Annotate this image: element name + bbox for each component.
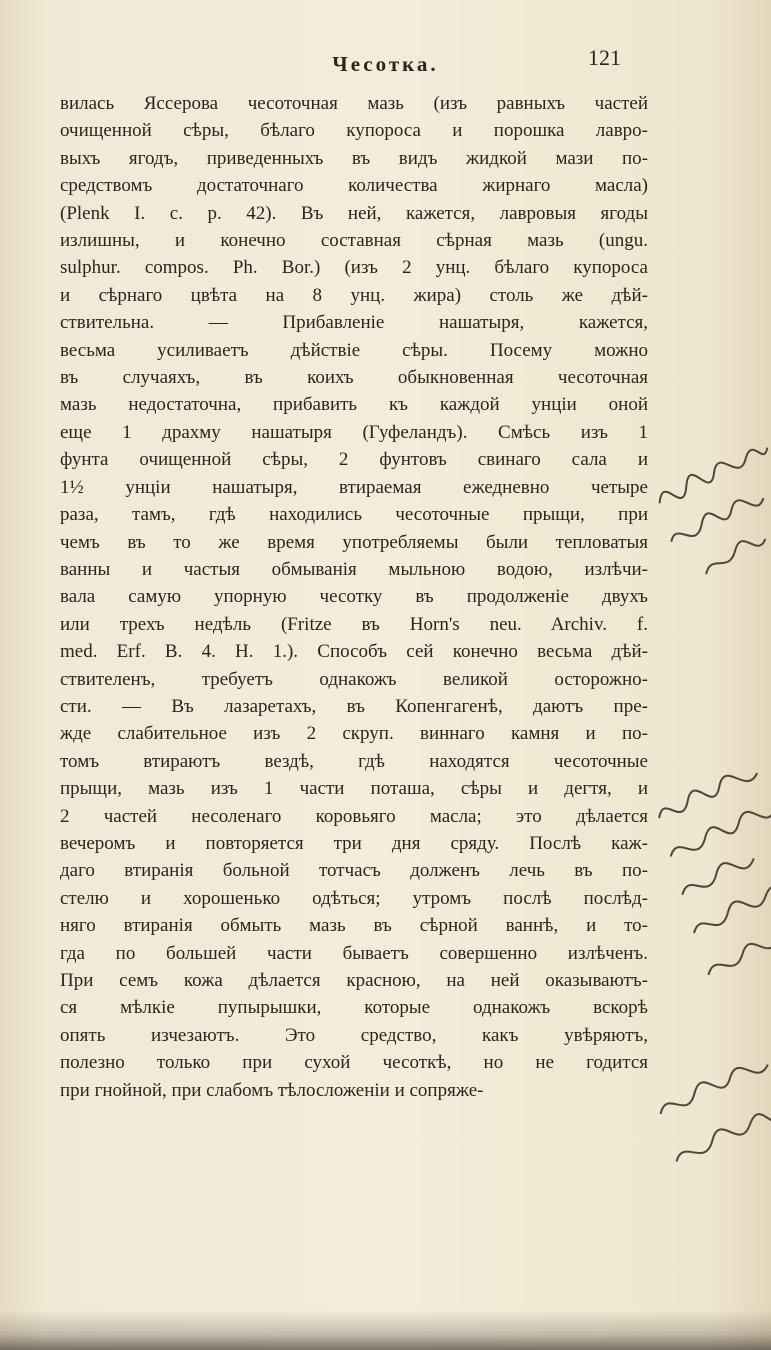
text-line: и сѣрнаго цвѣта на 8 унц. жира) столь же дѣй- [60, 284, 648, 306]
text-line: стелю и хорошенько одѣться; утромъ послѣ послѣд- [60, 887, 648, 909]
text-line: (Plenk I. c. p. 42). Въ ней, кажется, лавровыя ягоды [60, 202, 648, 224]
text-line: въ случаяхъ, въ коихъ обыкновенная чесоточная [60, 367, 648, 389]
text-line: излишны, и конечно составная сѣрная мазь (ungu. [60, 230, 648, 252]
page-number: 121 [588, 45, 621, 70]
text-line: полезно только при сухой чесоткѣ, но не годится [60, 1052, 648, 1074]
text-line: очищенной сѣры, бѣлаго купороса и порошка лавро- [60, 120, 648, 142]
text-line: весьма усиливаетъ дѣйствіе сѣры. Посему можно [60, 339, 648, 361]
text-line: мазь недостаточна, прибавить къ каждой унціи оной [60, 394, 648, 416]
text-line: ванны и частыя обмыванія мыльною водою, излѣчи- [60, 558, 648, 580]
text-line: вилась Яссерова чесоточная мазь (изъ равныхъ частей [60, 93, 648, 114]
page-bottom-shadow [0, 1310, 771, 1350]
text-line: опять изчезаютъ. Это средство, какъ увѣряютъ, [60, 1024, 648, 1046]
text-line: еще 1 драхму нашатыря (Гуфеландъ). Смѣсь изъ 1 [60, 421, 648, 443]
text-line: 1½ унціи нашатыря, втираемая ежедневно четыре [60, 476, 648, 498]
text-line: при гнойной, при слабомъ тѣлосложеніи и сопряже- [60, 1079, 484, 1101]
text-line: няго втиранія обмыть мазь въ сѣрной ваннѣ, и то- [60, 915, 648, 937]
text-line: фунта очищенной сѣры, 2 фунтовъ свинаго сала и [60, 449, 648, 471]
handwritten-margin-note [648, 435, 771, 591]
text-line: или трехъ недѣль (Fritze въ Horn's neu. Archiv. f. [60, 613, 648, 635]
text-line: прыщи, мазь изъ 1 части поташа, сѣры и дегтя, и [60, 778, 648, 800]
text-line: ся мѣлкіе пупырышки, которые однакожъ вскорѣ [60, 997, 648, 1019]
text-line: med. Erf. B. 4. H. 1.). Способъ сей конечно весьма дѣй- [60, 641, 648, 663]
text-line: сти. — Въ лазаретахъ, въ Копенгагенѣ, даютъ пре- [60, 695, 648, 717]
text-line: средствомъ достаточнаго количества жирнаго масла) [60, 175, 648, 197]
text-line: чемъ въ то же время употребляемы были тепловатыя [60, 531, 648, 553]
text-line: жде слабительное изъ 2 скруп. виннаго камня и по- [60, 723, 648, 745]
text-line: ствительна. — Прибавленіе нашатыря, кажется, [60, 312, 648, 334]
text-line: При семъ кожа дѣлается красною, на ней оказываютъ- [60, 970, 648, 991]
text-line: sulphur. compos. Ph. Bor.) (изъ 2 унц. бѣлаго купороса [60, 257, 648, 279]
text-line: даго втиранія больной тотчасъ долженъ лечь въ по- [60, 860, 648, 882]
text-line: раза, тамъ, гдѣ находились чесоточные прыщи, при [60, 504, 648, 526]
text-line: ствителенъ, требуетъ однакожъ великой осторожно- [60, 668, 648, 690]
text-line: вала самую упорную чесотку въ продолженіе двухъ [60, 586, 648, 608]
text-line: гда по большей части бываетъ совершенно излѣченъ. [60, 942, 648, 964]
text-line: томъ втираютъ вездѣ, гдѣ находятся чесоточные [60, 750, 648, 772]
text-line: вечеромъ и повторяется три дня сряду. Послѣ каж- [60, 832, 648, 854]
text-line: 2 частей несоленаго коровьяго масла; это дѣлается [60, 805, 648, 827]
handwritten-margin-note [648, 1050, 771, 1186]
text-line: выхъ ягодъ, приведенныхъ въ видъ жидкой мази по- [60, 147, 648, 169]
running-head-title: Чесотка. [332, 52, 439, 76]
body-text [60, 90, 648, 1104]
handwritten-margin-note [648, 760, 771, 1003]
